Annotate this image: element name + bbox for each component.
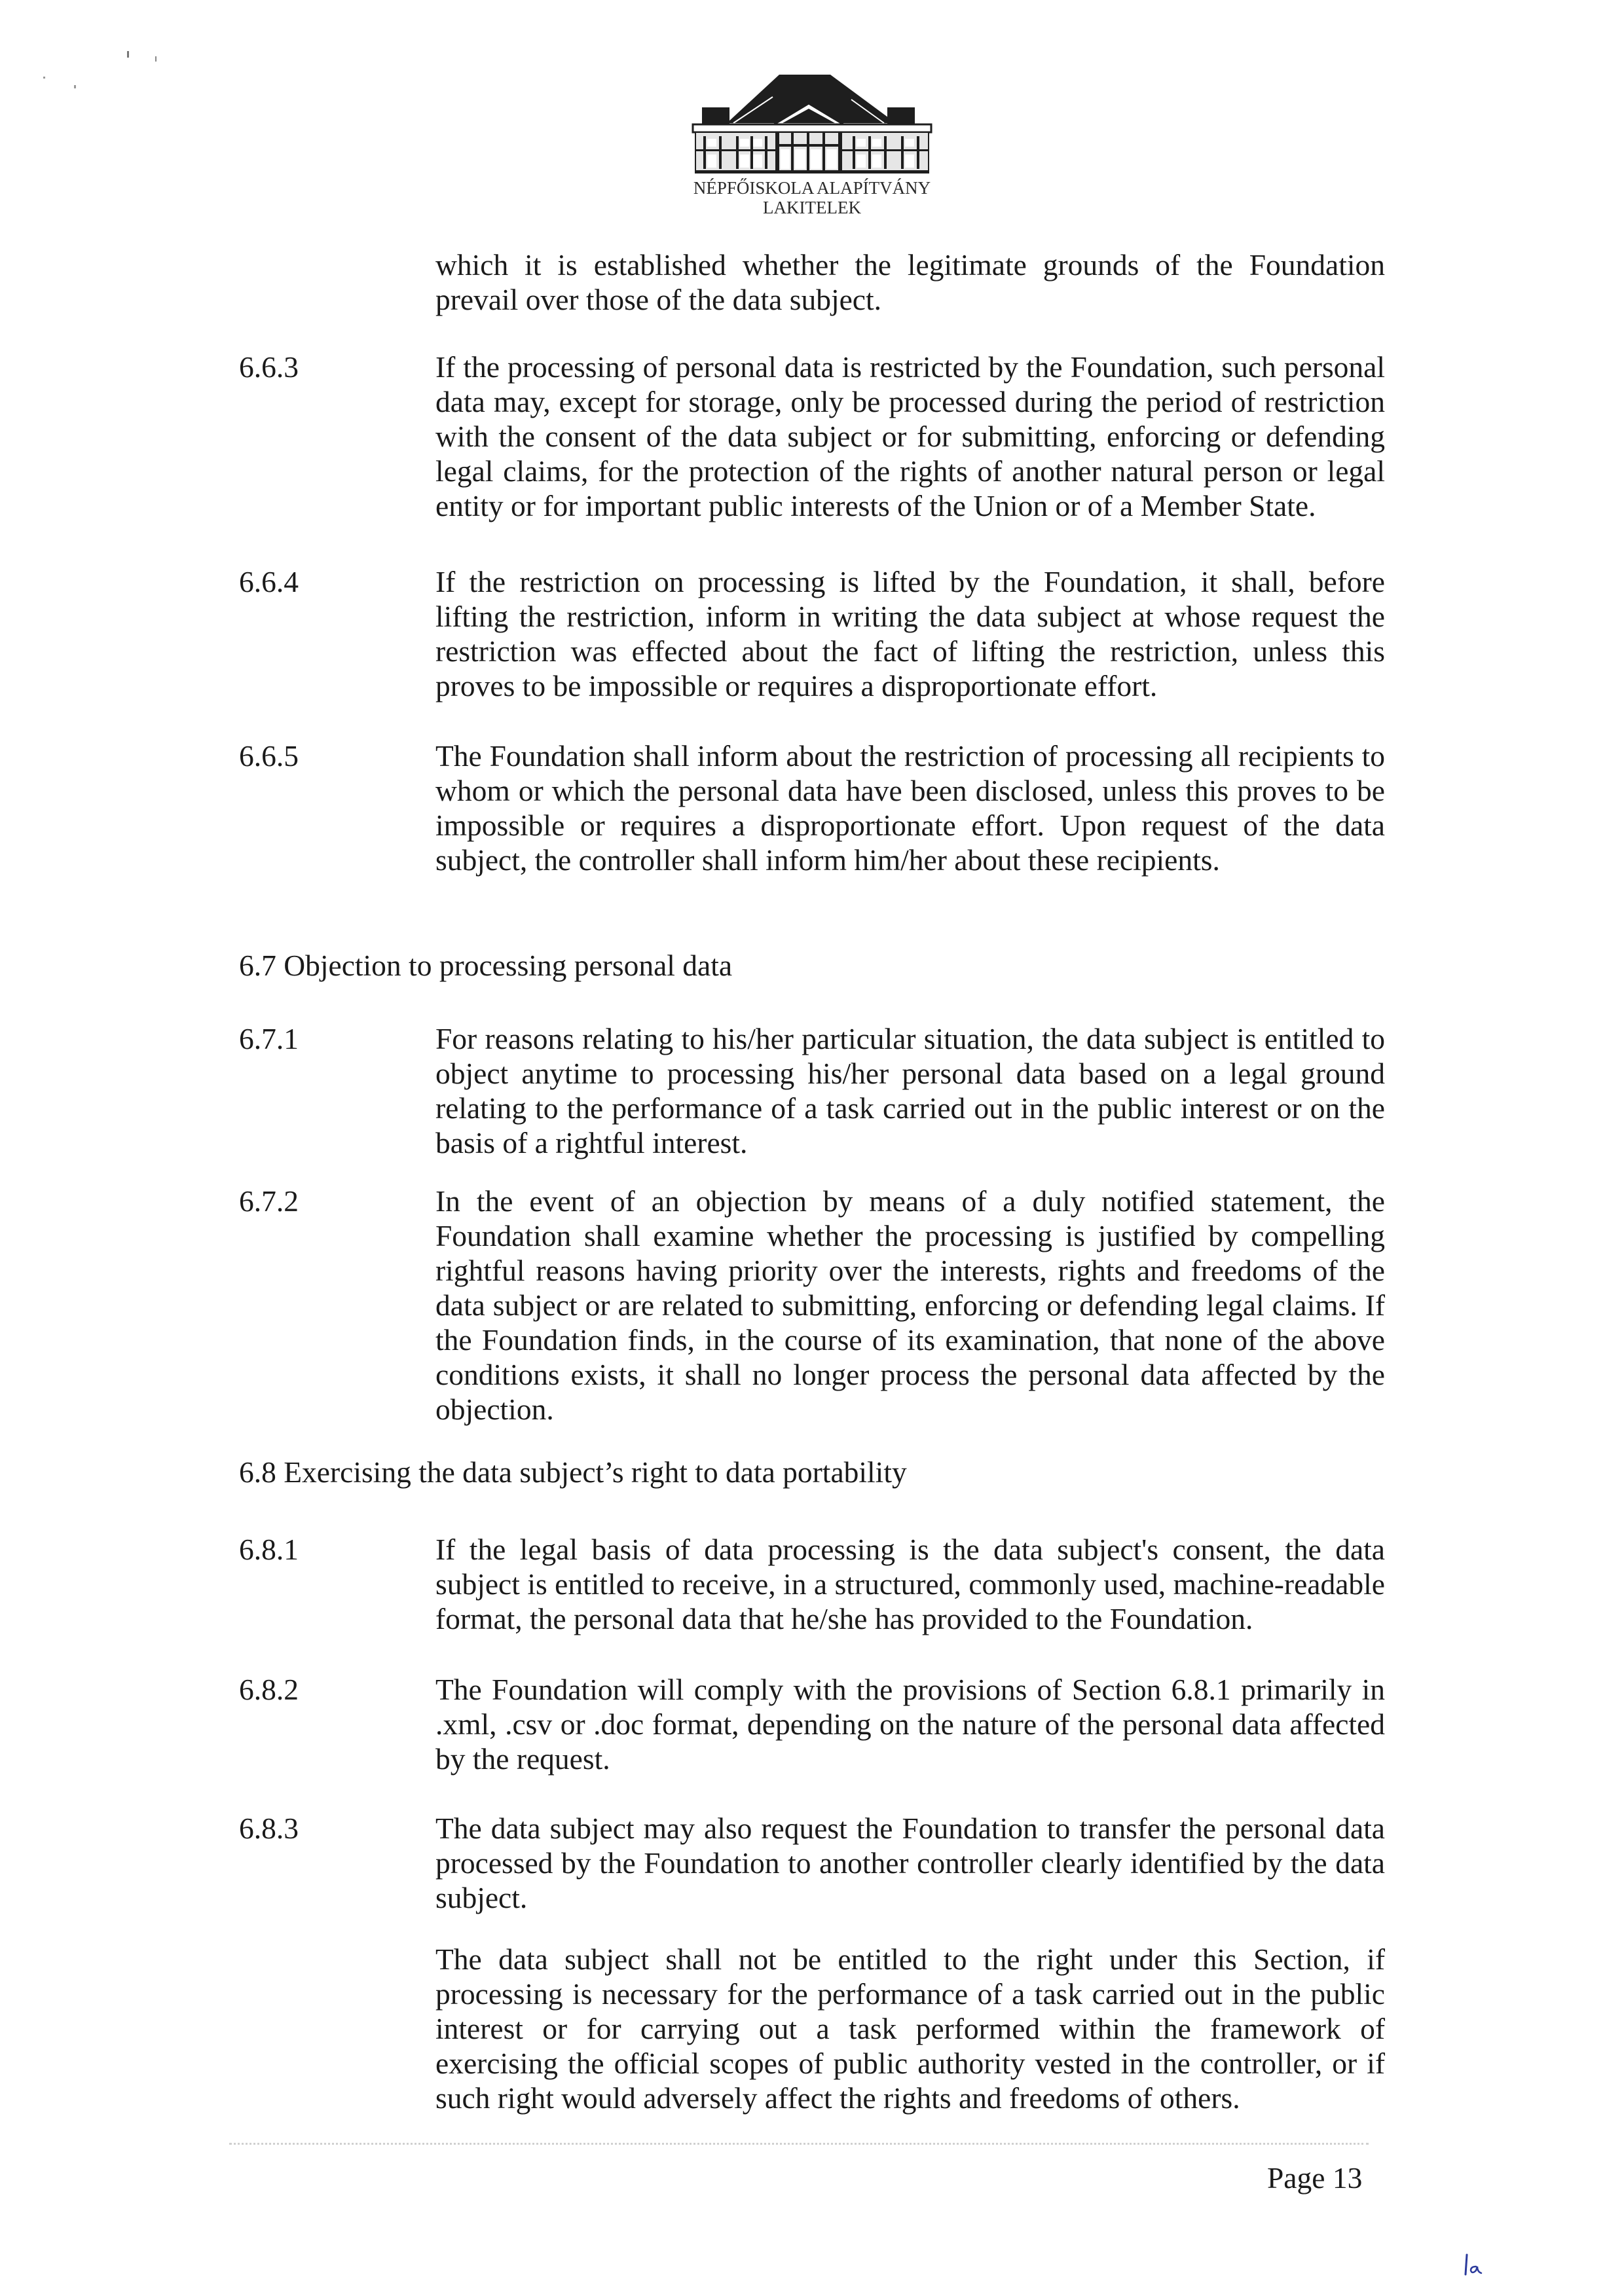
section-text-6-6-3: If the processing of personal data is restricted by the Foundation, such personal data may, except for storage, only be processed during the period of restriction with the consent of the data subject or for submitting, enforcing or defending legal claims, for the protection of the rights of another natural person or legal entity or for important public interests of the Union or of a Member State. — [435, 350, 1385, 522]
section-text-6-8-2: The Foundation will comply with the provisions of Section 6.8.1 primarily in .xml, .csv or .doc format, depending on the nature of the personal data affected by the request. — [435, 1673, 1385, 1776]
section-text-6-7-2: In the event of an objection by means of a duly notified statement, the Foundation shall examine whether the processing is justified by compelling rightful reasons having priority over the interests, rights and freedoms of the data subject or are related to submitting, enforcing or defending legal claims. If the Foundation finds, in the course of its examination, that none of the above conditions exists, it shall no longer process the personal data affected by the objection. — [435, 1184, 1385, 1426]
section-text-6-6-5: The Foundation shall inform about the restriction of processing all recipients to whom or which the personal data have been disclosed, unless this proves to be impossible or requires a disproportionate effort. Upon request of the data subject, the controller shall inform him/her about these recipients. — [435, 739, 1385, 877]
section-number-6-6-5: 6.6.5 — [239, 739, 299, 773]
section-number-6-7-2: 6.7.2 — [239, 1184, 299, 1218]
scan-specks — [0, 0, 262, 131]
section-text-6-8-3: The data subject may also request the Foundation to transfer the personal data processed by the Foundation to another controller clearly identified by the data subject. — [435, 1812, 1385, 1914]
section-number-6-6-3: 6.6.3 — [239, 350, 299, 384]
page-number: Page 13 — [1267, 2161, 1363, 2195]
organization-name: NÉPFŐISKOLA ALAPÍTVÁNY — [693, 178, 931, 198]
section-text-6-8-1: If the legal basis of data processing is the data subject's consent, the data subject is entitled to receive, in a structured, commonly used, machine-readable format, the personal data that he/she has provided to the Foundation. — [435, 1533, 1385, 1635]
section-number-6-8-3: 6.8.3 — [239, 1812, 299, 1845]
organization-town: LAKITELEK — [763, 198, 861, 217]
building-facade-icon — [688, 71, 936, 175]
section-text-6-6-4: If the restriction on processing is lifted by the Foundation, it shall, before lifting the restriction, inform in writing the data subject at whose request the restriction was effected about the fact of lifting the restriction, unless this proves to be impossible or requires a disproportionate effort. — [435, 565, 1385, 702]
footer-rule — [229, 2143, 1369, 2145]
section-number-6-8-1: 6.8.1 — [239, 1533, 299, 1566]
section-number-6-8-2: 6.8.2 — [239, 1673, 299, 1706]
section-text-6-8-3-continued: The data subject shall not be entitled to the right under this Section, if processing is necessary for the performance of a task carried out in the public interest or for carrying out a task performed within the framework of exercising the official scopes of public authority vested in the controller, or if such right would adversely affect the rights and freedoms of others. — [435, 1942, 1385, 2115]
section-heading-6-8: 6.8 Exercising the data subject’s right to data portability — [239, 1455, 907, 1489]
section-heading-6-7: 6.7 Objection to processing personal data — [239, 949, 733, 982]
section-number-6-7-1: 6.7.1 — [239, 1022, 299, 1055]
continuation-paragraph: which it is established whether the legitimate grounds of the Foundation prevail over those of the data subject. — [435, 248, 1385, 316]
section-number-6-6-4: 6.6.4 — [239, 565, 299, 598]
section-text-6-7-1: For reasons relating to his/her particular situation, the data subject is entitled to object anytime to processing his/her personal data based on a legal ground relating to the performance of a task carried out in the public interest or on the basis of a rightful interest. — [435, 1022, 1385, 1159]
foundation-logo — [688, 71, 936, 221]
handwritten-initials-icon — [1462, 2252, 1488, 2278]
